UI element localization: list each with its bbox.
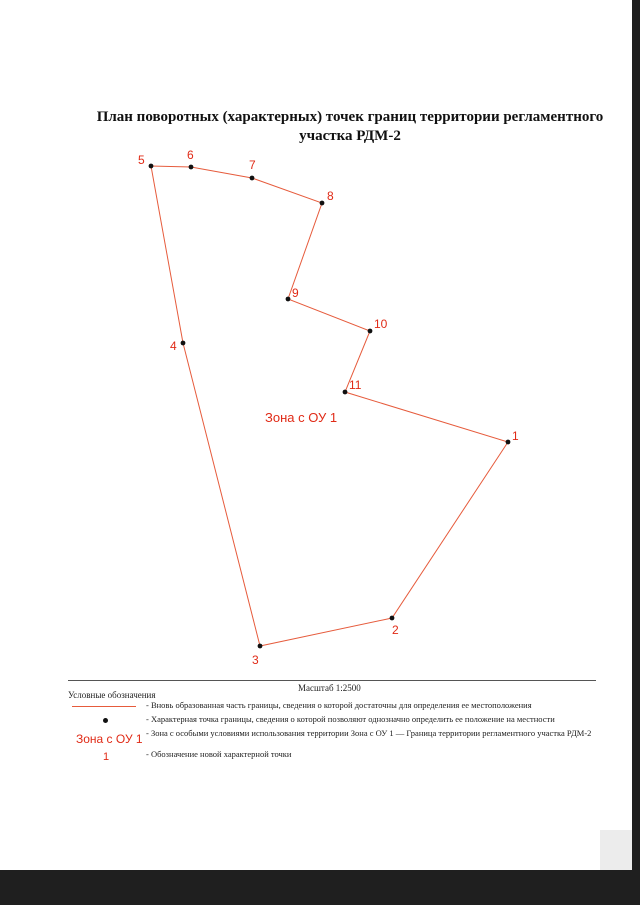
point-label-9: 9 (292, 286, 299, 300)
point-label-6: 6 (187, 148, 194, 162)
point-label-7: 7 (249, 158, 256, 172)
point-label-5: 5 (138, 153, 145, 167)
point-label-11: 11 (349, 378, 362, 392)
point-label-8: 8 (327, 189, 334, 203)
boundary-point-9 (286, 297, 291, 302)
boundary-point-10 (368, 329, 373, 334)
point-label-4: 4 (170, 339, 177, 353)
boundary-point-11 (343, 390, 348, 395)
scale-text: Масштаб 1:2500 (298, 683, 361, 693)
legend-number-symbol: 1 (103, 751, 110, 763)
zone-label: Зона с ОУ 1 (265, 410, 338, 425)
boundary-point-4 (181, 341, 186, 346)
legend-zone-symbol: Зона с ОУ 1 (76, 732, 143, 746)
legend-item-number: - Обозначение новой характерной точки (146, 749, 292, 759)
point-label-2: 2 (392, 623, 399, 637)
point-label-10: 10 (374, 317, 388, 331)
points-layer (138, 148, 519, 667)
point-label-3: 3 (252, 653, 259, 667)
boundary-point-8 (320, 201, 325, 206)
legend-title: Условные обозначения (68, 690, 156, 700)
legend-item-zone: - Зона с особыми условиями использования территории Зона с ОУ 1 — Граница территории регламентного участка РДМ-2 (146, 728, 592, 738)
boundary-point-3 (258, 644, 263, 649)
boundary-polygon (151, 166, 508, 646)
legend-boundary-line (72, 706, 136, 707)
boundary-point-7 (250, 176, 255, 181)
plan-title: План поворотных (характерных) точек границ территории регламентного участка РДМ-2 (96, 109, 604, 144)
boundary-point-1 (506, 440, 511, 445)
boundary-point-6 (189, 165, 194, 170)
legend-item-boundary: - Вновь образованная часть границы, сведения о которой достаточны для определения ее местоположения (146, 700, 532, 710)
scale-divider (68, 680, 596, 681)
boundary-point-2 (390, 616, 395, 621)
legend-point-dot (103, 718, 108, 723)
boundary-point-5 (149, 164, 154, 169)
legend-item-point: - Характерная точка границы, сведения о которой позволяют однозначно определить ее положение на местности (146, 714, 555, 724)
point-label-1: 1 (512, 429, 519, 443)
